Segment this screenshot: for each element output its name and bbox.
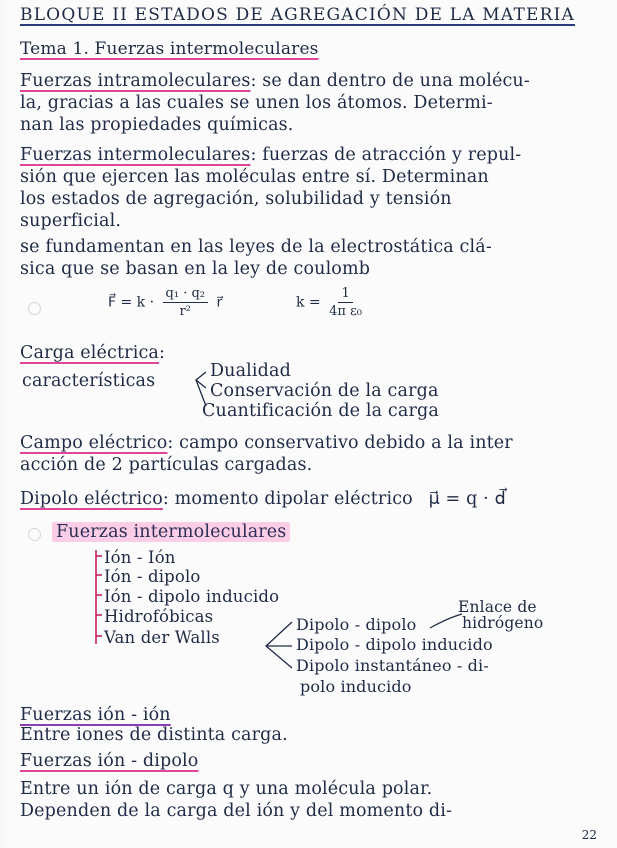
type-item-4: Hidrofóbicas: [104, 607, 214, 626]
types-heading: [52, 521, 603, 543]
intermolecular-line-5: se fundamentan en las leyes de la electrostática clá-: [20, 237, 492, 257]
types-heading-text: Fuerzas intermoleculares: [52, 522, 290, 542]
force-fraction: [163, 286, 208, 319]
force-unit-vector: r⃗: [216, 294, 223, 311]
intermolecular-line-2: sión que ejercen las moléculas entre sí. Determinan: [20, 167, 489, 187]
intermolecular-line-4: superficial.: [20, 211, 122, 231]
annotation-line-2: hidrógeno: [462, 614, 544, 632]
annotation-line-1: Enlace de: [458, 598, 537, 616]
type-item-3: Ión - dipolo inducido: [104, 587, 280, 606]
page-number: 22: [581, 828, 597, 842]
field-line-2: acción de 2 partículas cargadas.: [20, 455, 313, 475]
charge-item-1: Dualidad: [210, 361, 291, 381]
dipole-formula: μ⃗ = q · d⃗: [428, 489, 506, 509]
vdw-item-2: Dipolo - dipolo inducido: [296, 635, 493, 654]
ion-dipole-line-1: Entre un ión de carga q y una molécula polar.: [20, 779, 433, 799]
force-denominator: r²: [179, 304, 191, 319]
intramolecular-line1-rest: : se dan dentro de una molécu-: [250, 71, 530, 91]
type-item-1: Ión - Ión: [104, 548, 176, 567]
intermolecular-line-3: los estados de agregación, solubilidad y tensión: [20, 189, 452, 209]
field-line1-rest: : campo conservativo debido a la inter: [167, 433, 513, 453]
topic-title: [20, 38, 603, 60]
punch-hole-mark-2: [28, 528, 41, 541]
vdw-brace: [262, 616, 296, 674]
ion-dipole-line-2: Dependen de la carga del ión y del momento di-: [20, 801, 453, 821]
types-bracket: [86, 548, 104, 648]
vdw-item-1: Dipolo - dipolo: [296, 615, 417, 634]
ion-ion-heading-text: Fuerzas ión - ión: [20, 705, 171, 725]
topic-title-text: Tema 1. Fuerzas intermoleculares: [20, 39, 319, 59]
intramolecular-line-1: [20, 70, 603, 92]
k-fraction: [329, 286, 362, 319]
charge-label: características: [22, 371, 156, 391]
charge-heading-text: Carga eléctrica: [20, 343, 159, 363]
block-title-text: BLOQUE II ESTADOS DE AGREGACIÓN DE LA MATERIA: [20, 5, 576, 25]
dipole-term: Dipolo eléctrico: [20, 489, 163, 509]
type-item-5: Van der Walls: [104, 628, 220, 647]
force-lhs: F⃗ = k ·: [108, 294, 155, 311]
coulomb-force-formula: [108, 286, 222, 319]
charge-heading-colon: :: [158, 343, 166, 363]
field-line-1: [20, 432, 603, 454]
punch-hole-mark: [28, 302, 41, 315]
vdw-item-4: polo inducido: [300, 677, 412, 696]
block-title: [20, 4, 603, 26]
ion-ion-text: Entre iones de distinta carga.: [20, 725, 288, 745]
charge-item-3: Cuantificación de la carga: [202, 401, 439, 421]
intramolecular-line-2: la, gracias a las cuales se unen los átomos. Determi-: [20, 93, 493, 113]
intermolecular-line-6: sica que se basan en la ley de coulomb: [20, 259, 371, 279]
charge-item-2: Conservación de la carga: [210, 381, 439, 401]
intermolecular-term: Fuerzas intermoleculares: [20, 145, 251, 165]
ion-dipole-heading: [20, 750, 603, 772]
intermolecular-line-1: [20, 144, 603, 166]
k-denominator: 4π ε₀: [329, 304, 363, 319]
force-numerator: q₁ · q₂: [163, 286, 208, 303]
k-lhs: k =: [296, 294, 321, 311]
dipole-line: [20, 488, 603, 510]
intramolecular-line-3: nan las propiedades químicas.: [20, 115, 294, 135]
annotation-arrow: [428, 612, 464, 632]
ion-ion-heading: [20, 704, 603, 726]
dipole-rest: : momento dipolar eléctrico: [162, 489, 413, 509]
intermolecular-line1-rest: : fuerzas de atracción y repul-: [250, 145, 522, 165]
vdw-item-3: Dipolo instantáneo - di-: [296, 656, 489, 675]
ion-dipole-heading-text: Fuerzas ión - dipolo: [20, 751, 199, 771]
k-numerator: 1: [338, 286, 352, 303]
type-item-2: Ión - dipolo: [104, 567, 201, 586]
coulomb-constant-formula: [296, 286, 366, 319]
intramolecular-term: Fuerzas intramoleculares: [20, 71, 251, 91]
field-term: Campo eléctrico: [20, 433, 168, 453]
